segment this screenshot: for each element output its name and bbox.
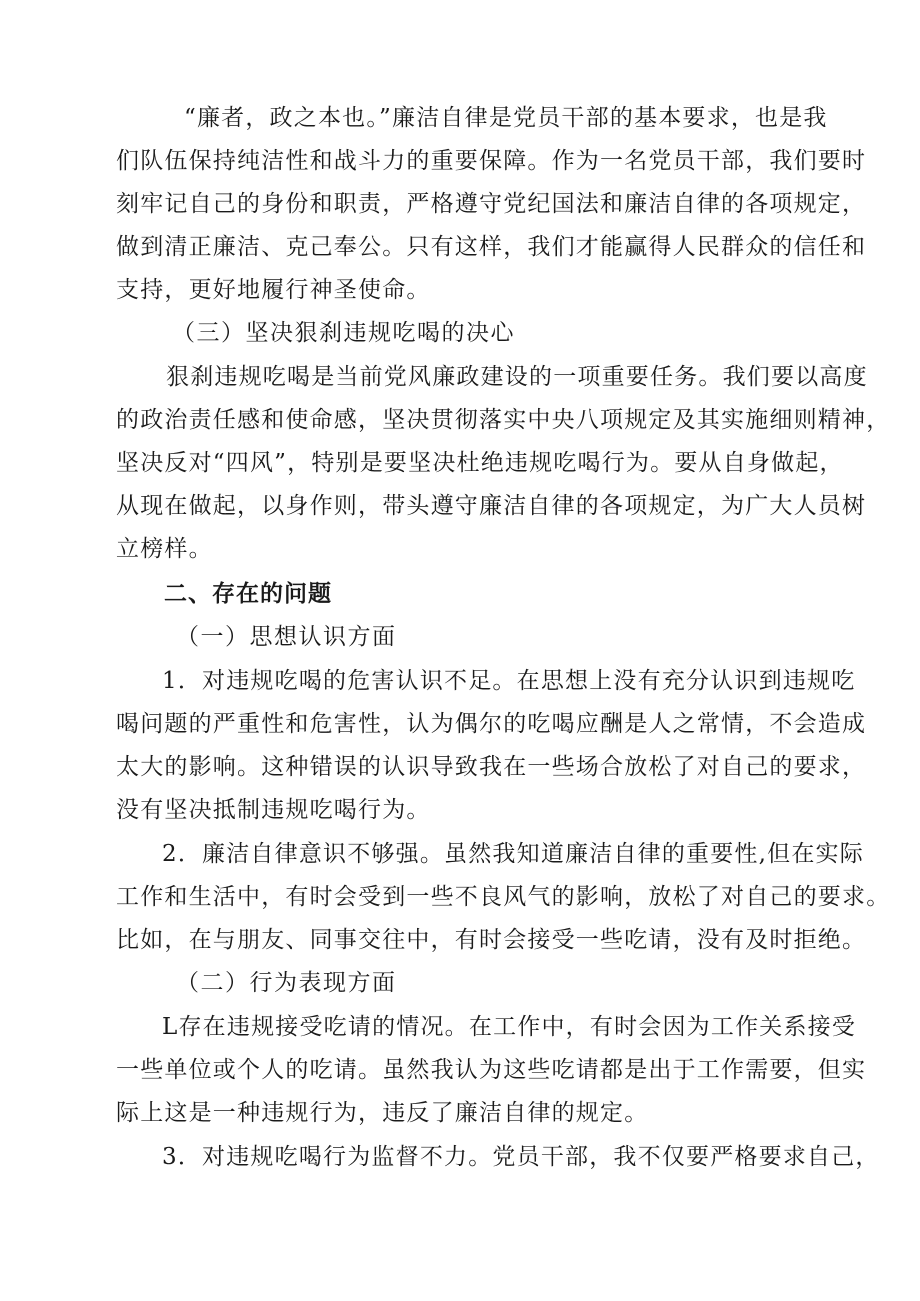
paragraph-line: 做到清正廉洁、克己奉公。只有这样，我们才能赢得人民群众的信任和 xyxy=(116,234,867,260)
paragraph-line: 支持，更好地履行神圣使命。 xyxy=(116,277,431,303)
paragraph-line: “廉者，政之本也。”廉洁自律是党员干部的基本要求，也是我 xyxy=(184,105,828,131)
paragraph-line: 际上这是一种违规行为，违反了廉洁自律的规定。 xyxy=(116,1100,649,1126)
paragraph-line: 2．廉洁自律意识不够强。虽然我知道廉洁自律的重要性,但在实际 xyxy=(162,841,864,867)
paragraph-line: 一些单位或个人的吃请。虽然我认为这些吃请都是出于工作需要，但实 xyxy=(116,1057,867,1083)
paragraph-line: 从现在做起，以身作则，带头遵守廉洁自律的各项规定，为广大人员树 xyxy=(116,493,867,519)
paragraph-line: 狠刹违规吃喝是当前党风廉政建设的一项重要任务。我们要以高度 xyxy=(166,364,868,390)
section-heading: 二、存在的问题 xyxy=(164,581,332,607)
paragraph-line: 刻牢记自己的身份和职责，严格遵守党纪国法和廉洁自律的各项规定， xyxy=(116,191,867,217)
paragraph-line: 工作和生活中，有时会受到一些不良风气的影响，放松了对自己的要求。 xyxy=(116,884,891,910)
paragraph-line: 太大的影响。这种错误的认识导致我在一些场合放松了对自己的要求， xyxy=(116,754,867,780)
paragraph-line: 喝问题的严重性和危害性，认为偶尔的吃喝应酬是人之常情，不会造成 xyxy=(116,711,867,737)
subsection-heading: （二）行为表现方面 xyxy=(176,970,397,996)
subsection-heading: （三）坚决狠刹违规吃喝的决心 xyxy=(172,320,515,346)
paragraph-line: 立榜样。 xyxy=(116,536,213,562)
paragraph-line: 的政治责任感和使命感，坚决贯彻落实中央八项规定及其实施细则精神， xyxy=(116,407,891,433)
paragraph-line: 坚决反对“四风”，特别是要坚决杜绝违规吃喝行为。要从自身做起， xyxy=(116,450,844,476)
paragraph-line: 们队伍保持纯洁性和战斗力的重要保障。作为一名党员干部，我们要时 xyxy=(116,148,867,174)
subsection-heading: （一）思想认识方面 xyxy=(176,624,397,650)
paragraph-line: 没有坚决抵制违规吃喝行为。 xyxy=(116,797,431,823)
paragraph-line: L存在违规接受吃请的情况。在工作中，有时会因为工作关系接受 xyxy=(162,1014,857,1040)
paragraph-line: 比如，在与朋友、同事交往中，有时会接受一些吃请，没有及时拒绝。 xyxy=(116,927,867,953)
paragraph-line: 1．对违规吃喝的危害认识不足。在思想上没有充分认识到违规吃 xyxy=(162,668,856,694)
paragraph-line: 3．对违规吃喝行为监督不力。党员干部，我不仅要严格要求自己， xyxy=(162,1144,880,1170)
